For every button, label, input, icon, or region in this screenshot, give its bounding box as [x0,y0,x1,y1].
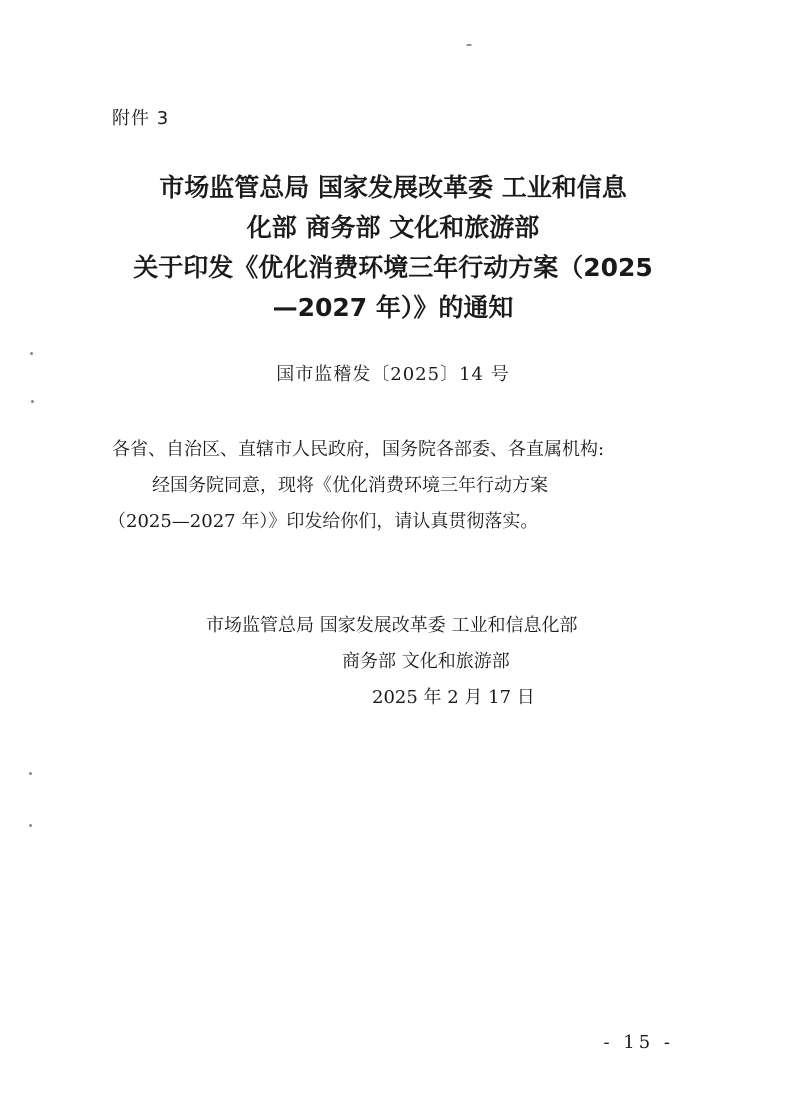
notice-title [80,168,706,328]
title-line-4: —2027 年）》的通知 [272,293,514,322]
scan-speck [29,772,32,775]
scan-speck [30,352,33,355]
body-line-1: 经国务院同意，现将《优化消费环境三年行动方案 [152,475,548,496]
signature-issuers-line-1: 市场监管总局 国家发展改革委 工业和信息化部 [206,615,578,636]
scan-speck [466,44,472,46]
title-line-2: 化部 商务部 文化和旅游部 [246,213,540,242]
title-line-3: 关于印发《优化消费环境三年行动方案（2025 [133,253,653,282]
body-line-2: （2025—2027 年）》印发给你们，请认真贯彻落实。 [108,511,539,532]
scan-speck [29,824,32,827]
attachment-label: 附件 3 [112,108,170,129]
document-number: 国市监稽发〔2025〕14 号 [276,364,510,385]
page-number: - 15 - [603,1032,674,1053]
signature-date: 2025 年 2 月 17 日 [372,687,535,708]
recipients-line: 各省、自治区、直辖市人民政府，国务院各部委、各直属机构: [112,439,605,460]
notice-body [108,432,684,540]
scan-speck [31,400,34,403]
title-line-1: 市场监管总局 国家发展改革委 工业和信息 [159,173,627,202]
signature-issuers-line-2: 商务部 文化和旅游部 [342,651,510,672]
